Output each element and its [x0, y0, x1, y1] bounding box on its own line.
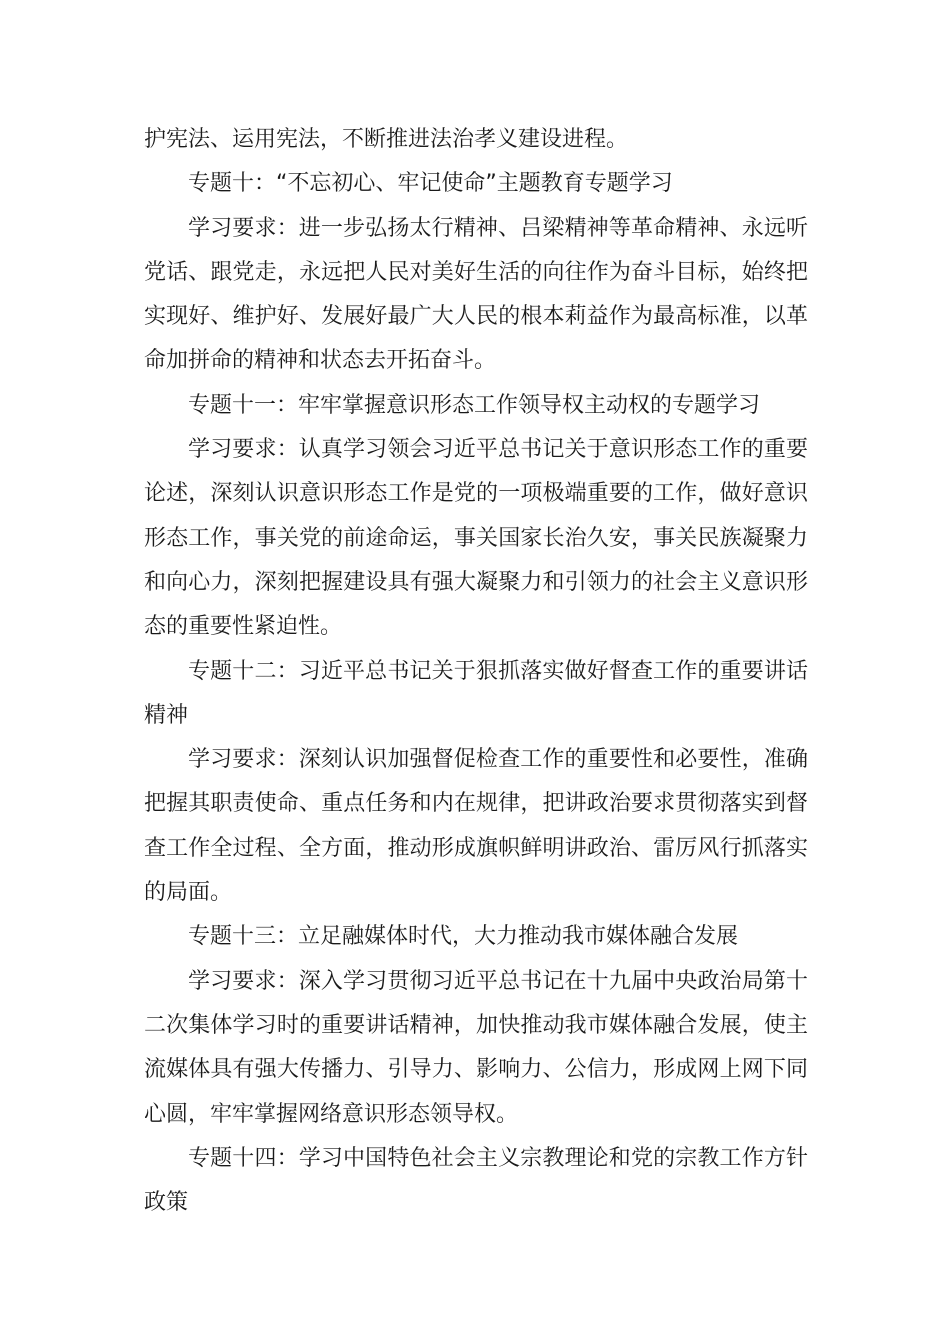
topic-10-requirements: 学习要求：进一步弘扬太行精神、吕梁精神等革命精神、永远听党话、跟党走，永远把人民对美好生活的向往作为奋斗目标，始终把实现好、维护好、发展好最广大人民的根本莉益作为最高标准，以革命加拼命的精神和状态去开拓奋斗。 [144, 215, 808, 374]
topic-13-requirements: 学习要求：深入学习贯彻习近平总书记在十九届中央政治局第十二次集体学习时的重要讲话精神，加快推动我市媒体融合发展，使主流媒体具有强大传播力、引导力、影响力、公信力，形成网上网下同心圆，牢牢掌握网络意识形态领导权。 [144, 968, 808, 1127]
topic-12-requirements: 学习要求：深刻认识加强督促检查工作的重要性和必要性，准确把握其职责使命、重点任务和内在规律，把讲政治要求贯彻落实到督查工作全过程、全方面，推动形成旗帜鲜明讲政治、雷厉风行抓落实的局面。 [144, 747, 808, 906]
topic-10-heading: 专题十：“不忘初心、牢记使命”主题教育专题学习 [188, 171, 673, 197]
topic-13-heading: 专题十三：立足融媒体时代，大力推动我市媒体融合发展 [188, 924, 739, 950]
document-body [144, 118, 808, 1225]
topic-11-requirements: 学习要求：认真学习领会习近平总书记关于意识形态工作的重要论述，深刻认识意识形态工作是党的一项极端重要的工作，做好意识形态工作，事关党的前途命运，事关国家长治久安，事关民族凝聚力和向心力，深刻把握建设具有强大凝聚力和引领力的社会主义意识形态的重要性紧迫性。 [144, 437, 808, 640]
topic-12-heading: 专题十二：习近平总书记关于狠抓落实做好督查工作的重要讲话精神 [144, 658, 808, 728]
topic-11-heading: 专题十一：牢牢掌握意识形态工作领导权主动权的专题学习 [188, 392, 761, 418]
topic-14-heading: 专题十四：学习中国特色社会主义宗教理论和党的宗教工作方针政策 [144, 1145, 808, 1216]
paragraph-continuation: 护宪法、运用宪法，不断推进法治孝义建设进程。 [144, 127, 629, 152]
